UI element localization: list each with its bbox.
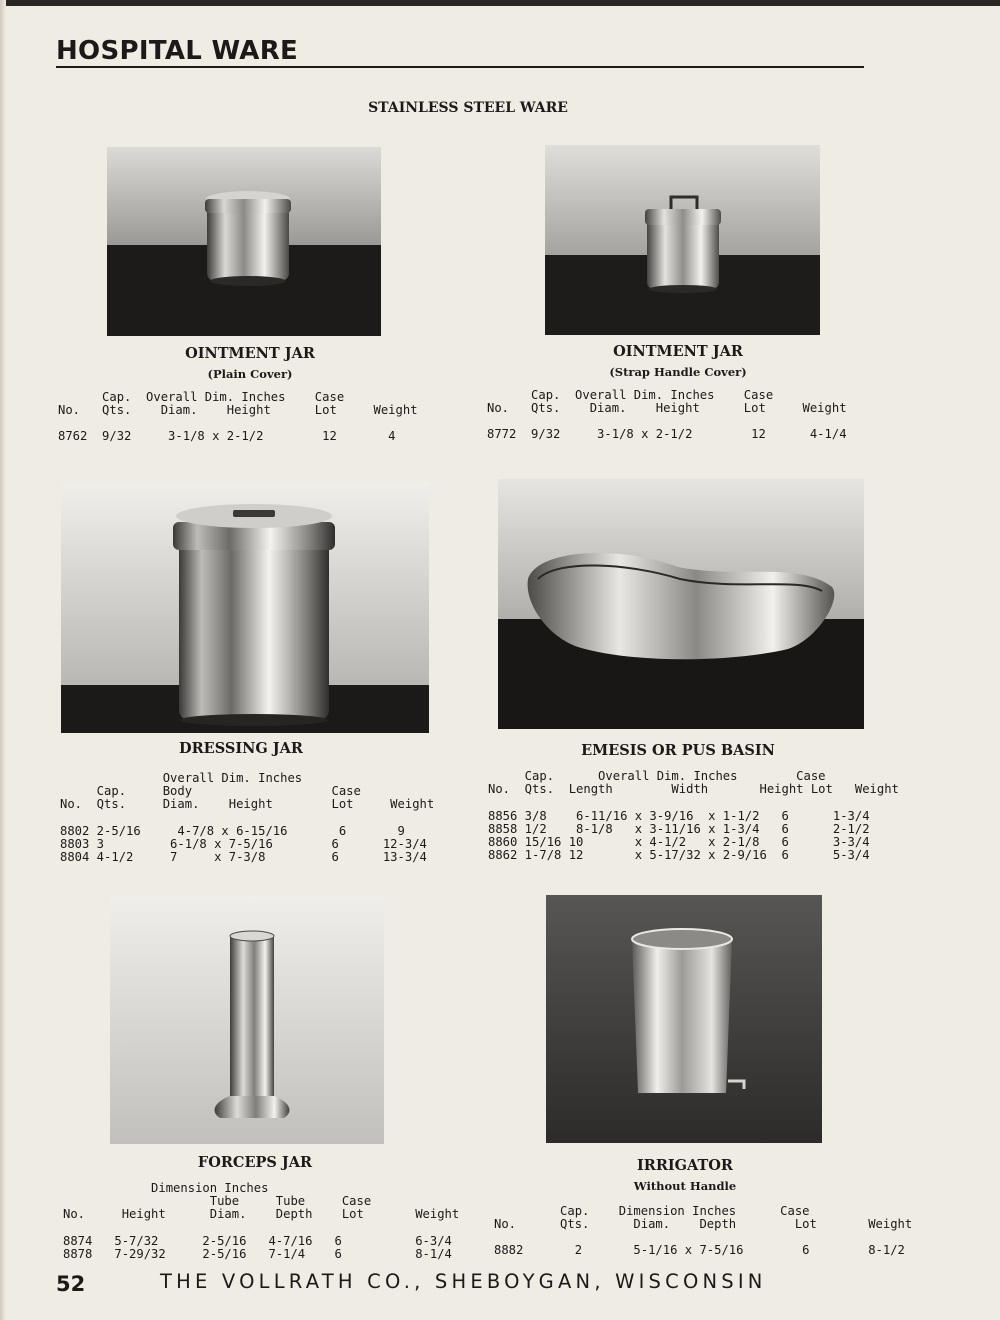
ointment-jar-strap-subname: (Strap Handle Cover) [609,365,747,379]
emesis-basin-photo [498,479,864,729]
ointment-jar-plain-table-header: Cap. Overall Dim. Inches Case No. Qts. Diam. Height Lot Weight [58,390,418,417]
forceps-jar-photo [110,896,384,1144]
irrigator-subname: Without Handle [633,1179,737,1193]
forceps-jar-name: FORCEPS JAR [197,1154,313,1171]
ointment-jar-plain-table-rows: 8762 9/32 3-1/8 x 2-1/2 12 4 [58,429,396,443]
emesis-basin-name: EMESIS OR PUS BASIN [581,742,775,759]
ointment-jar-strap-table-rows: 8772 9/32 3-1/8 x 2-1/2 12 4-1/4 [487,427,847,441]
irrigator-photo [546,895,822,1143]
dressing-jar-table-rows: 8802 2-5/16 4-7/8 x 6-15/16 6 9 8803 3 6-1/8 x 7-5/16 6 12-3/4 8804 4-1/2 7 x 7-3/8 6 13-3/4 [60,824,427,864]
ointment-jar-strap-name: OINTMENT JAR [613,343,743,360]
ointment-jar-plain-subname: (Plain Cover) [207,367,293,381]
dressing-jar-name: DRESSING JAR [179,740,303,757]
ointment-jar-strap-photo [545,145,820,335]
page-edge [0,0,1000,6]
page-title: HOSPITAL WARE [56,36,299,66]
dressing-jar-table-header: Overall Dim. Inches Cap. Body Case No. Qts. Diam. Height Lot Weight [60,771,435,811]
forceps-jar-table-header: Dimension Inches Tube Tube Case No. Height Diam. Depth Lot Weight [63,1181,460,1221]
emesis-basin-table-rows: 8856 3/8 6-11/16 x 3-9/16 x 1-1/2 6 1-3/4 8858 1/2 8-1/8 x 3-11/16 x 1-3/4 6 2-1/2 8860 15/16 10 x 4-1/2 x 2-1/8 6 3-3/4 8862 1-7/8 12 x 5-17/32 x 2-9/16 6 5-3/4 [488,809,870,862]
irrigator-table-rows: 8882 2 5-1/16 x 7-5/16 6 8-1/2 [494,1243,905,1257]
emesis-basin-table-header: Cap. Overall Dim. Inches Case No. Qts. Length Width Height Lot Weight [488,769,899,796]
page-number: 52 [56,1272,86,1296]
title-rule [56,66,864,68]
forceps-jar-table-rows: 8874 5-7/32 2-5/16 4-7/16 6 6-3/4 8878 7-29/32 2-5/16 7-1/4 6 8-1/4 [63,1234,452,1261]
company-footer: THE VOLLRATH CO., SHEBOYGAN, WISCONSIN [160,1270,767,1293]
ointment-jar-strap-table-header: Cap. Overall Dim. Inches Case No. Qts. Diam. Height Lot Weight [487,388,847,415]
ointment-jar-plain-name: OINTMENT JAR [185,345,315,362]
ointment-jar-plain-photo [107,147,381,336]
binding-edge [0,0,6,1320]
irrigator-table-header: Cap. Dimension Inches Case No. Qts. Diam. Depth Lot Weight [494,1204,913,1231]
dressing-jar-photo [61,482,429,733]
section-subtitle: STAINLESS STEEL WARE [368,100,568,116]
irrigator-name: IRRIGATOR [637,1157,733,1174]
